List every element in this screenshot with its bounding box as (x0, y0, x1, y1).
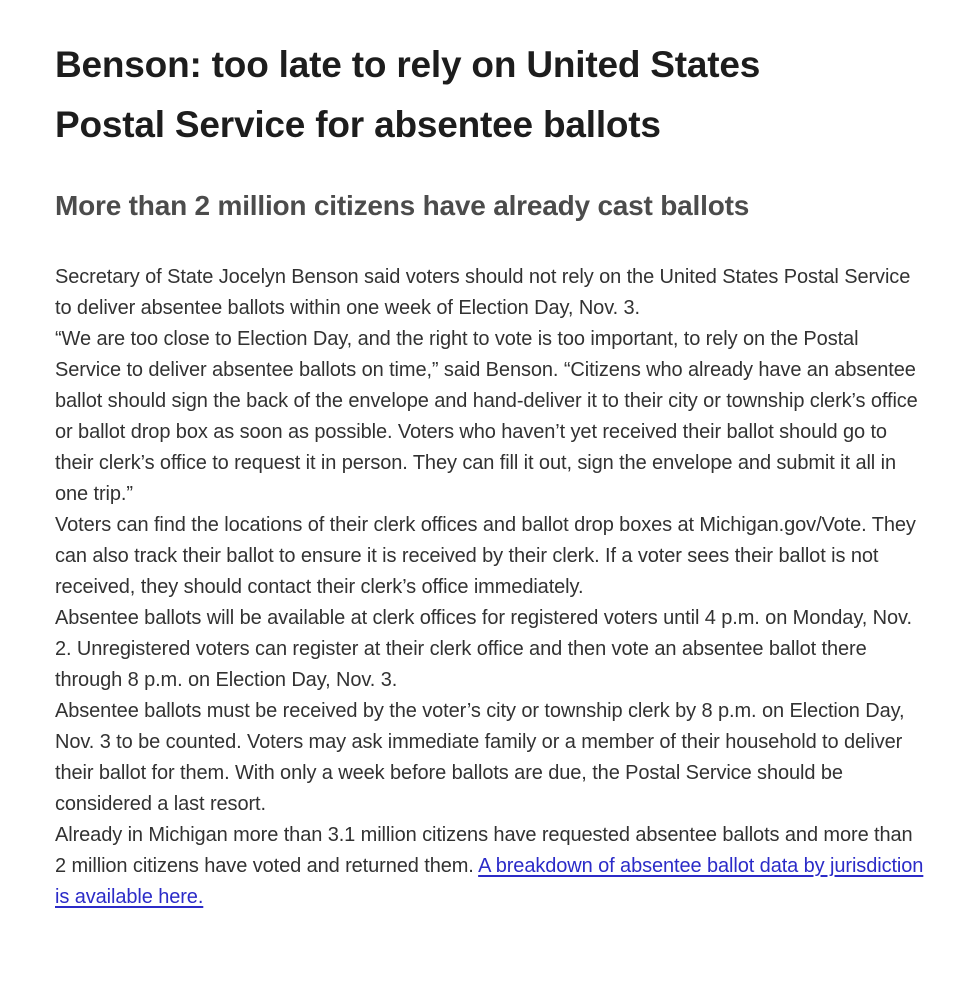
headline-line-1: Benson: too late to rely on United States (55, 44, 761, 85)
article-body (55, 262, 927, 913)
paragraph-absentee-totals (55, 820, 927, 913)
headline-line-2: Postal Service for absentee ballots (55, 104, 661, 145)
paragraph-ballot-availability: Absentee ballots will be available at clerk offices for registered voters until 4 p.m. on Monday, Nov. 2. Unregistered voters can register at their clerk office and then vote an absentee ballot there through 8 p.m. on Election Day, Nov. 3. (55, 607, 912, 691)
closing-lead-text: Already in Michigan more than 3.1 million citizens have requested absentee ballots and more than 2 million citizens have voted and returned them. (55, 824, 913, 877)
paragraph-benson-quote: “We are too close to Election Day, and the right to vote is too important, to rely on the Postal Service to deliver absentee ballots on time,” said Benson. “Citizens who already have an absentee ballot should sign the back of the envelope and hand-deliver it to their city or township clerk’s office or ballot drop box as soon as possible. Voters who haven’t yet received their ballot should go to their clerk’s office to request it in person. They can fill it out, sign the envelope and submit it all in one trip.” (55, 328, 918, 505)
paragraph-ballot-deadline: Absentee ballots must be received by the voter’s city or township clerk by 8 p.m. on Election Day, Nov. 3 to be counted. Voters may ask immediate family or a member of their household to deliver their ballot for them. With only a week before ballots are due, the Postal Service should be considered a last resort. (55, 700, 905, 815)
ballot-data-breakdown-link[interactable]: A breakdown of absentee ballot data by jurisdiction is available here. (55, 855, 924, 908)
paragraph-clerk-locations: Voters can find the locations of their clerk offices and ballot drop boxes at Michigan.gov/Vote. They can also track their ballot to ensure it is received by their clerk. If a voter sees their ballot is not received, they should contact their clerk’s office immediately. (55, 514, 916, 598)
article (55, 0, 927, 913)
paragraph-postal-warning: Secretary of State Jocelyn Benson said voters should not rely on the United States Postal Service to deliver absentee ballots within one week of Election Day, Nov. 3. (55, 266, 911, 319)
article-subheadline: More than 2 million citizens have already cast ballots (55, 190, 750, 221)
article-headline (55, 35, 927, 155)
